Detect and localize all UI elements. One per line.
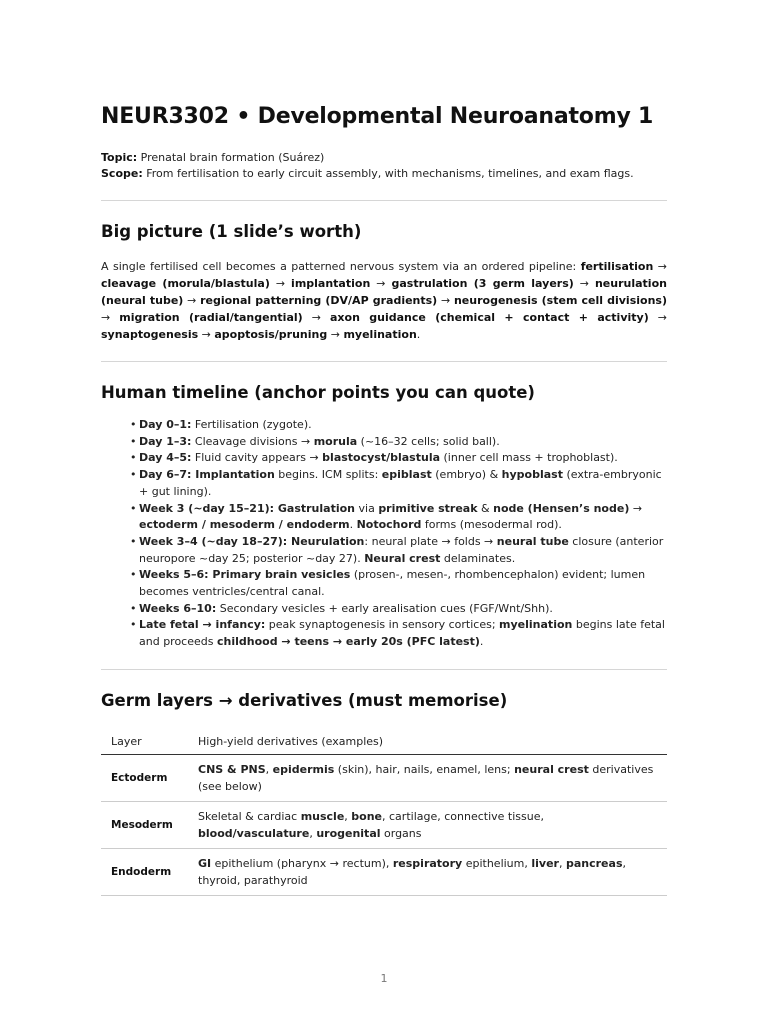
timeline-item-emphasis: Day 0–1:: [139, 418, 192, 431]
timeline-item-text: via: [355, 501, 379, 515]
timeline-item-emphasis: childhood → teens → early 20s (PFC latest): [216, 635, 480, 649]
timeline-item-text: begins. ICM splits:: [274, 468, 382, 482]
derivative-text: (skin), hair, nails, enamel, lens;: [334, 763, 515, 776]
timeline-item-text: Secondary vesicles + early arealisation cues (FGF/Wnt/Shh).: [216, 601, 553, 615]
timeline-item-text: Cleavage divisions →: [191, 434, 314, 448]
list-item: [130, 434, 670, 451]
pipeline-step: apoptosis/pruning: [214, 328, 328, 341]
list-item: [130, 417, 670, 434]
page-number: 1: [380, 972, 388, 985]
timeline-item-emphasis: blastocyst/blastula: [322, 451, 441, 465]
timeline-item-text: peak synaptogenesis in sensory cortices;: [265, 618, 500, 632]
arrow-separator: →: [648, 311, 667, 324]
derivative-emphasis: urogenital: [316, 827, 381, 840]
divider: [101, 200, 667, 201]
derivatives-cell: [188, 849, 667, 896]
list-item: [130, 567, 670, 600]
timeline-item-emphasis: Day 4–5:: [139, 451, 192, 465]
derivative-text: , thyroid, parathyroid: [198, 857, 626, 887]
pipeline-step: cleavage (morula/blastula): [101, 277, 270, 290]
timeline-item-emphasis: Week 3 (~day 15–21): Gastrulation: [139, 501, 355, 515]
timeline-item-emphasis: Neural crest: [364, 551, 441, 565]
column-header-layer: Layer: [101, 729, 188, 755]
list-item: [130, 501, 670, 534]
pipeline-step: implantation: [291, 277, 371, 290]
timeline-item-text: →: [629, 501, 643, 515]
table-row: [101, 849, 667, 896]
derivative-text: , cartilage, connective tissue,: [382, 810, 544, 823]
timeline-item-text: delaminates.: [440, 551, 516, 565]
pipeline-step: regional patterning (DV/AP gradients): [200, 294, 438, 307]
section-heading-germ-layers: Germ layers → derivatives (must memorise): [101, 691, 508, 710]
derivative-emphasis: muscle: [300, 810, 345, 823]
page-title: NEUR3302 • Developmental Neuroanatomy 1: [101, 104, 654, 129]
layer-cell: Mesoderm: [101, 802, 188, 849]
derivative-emphasis: bone: [351, 810, 383, 823]
big-picture-intro: A single fertilised cell becomes a patterned nervous system via an ordered pipeline:: [101, 260, 581, 273]
derivative-emphasis: CNS & PNS: [198, 763, 266, 776]
timeline-item-emphasis: neural tube: [496, 534, 569, 548]
derivative-emphasis: blood/vasculature: [198, 827, 310, 840]
arrow-separator: →: [653, 260, 667, 273]
layer-cell: Endoderm: [101, 849, 188, 896]
timeline-item-emphasis: Day 6–7: Implantation: [139, 468, 275, 482]
arrow-separator: →: [370, 277, 392, 290]
timeline-item-text: (prosen-, mesen-, rhombencephalon) evident; lumen becomes ventricles/central canal.: [139, 568, 646, 599]
timeline-item-text: (~16–32 cells; solid ball).: [357, 434, 500, 448]
timeline-item-emphasis: Notochord: [356, 518, 422, 532]
derivative-text: epithelium (pharynx → rectum),: [211, 857, 393, 870]
derivative-text: Skeletal & cardiac: [198, 810, 301, 823]
timeline-item-emphasis: epiblast: [381, 468, 432, 482]
pipeline-step: gastrulation (3 germ layers): [391, 277, 574, 290]
derivative-text: ,: [344, 810, 352, 823]
list-item: [130, 450, 670, 467]
big-picture-paragraph: [101, 258, 667, 343]
timeline-item-text: Fertilisation (zygote).: [191, 418, 312, 431]
timeline-item-emphasis: hypoblast: [501, 468, 563, 482]
timeline-item-text: (extra-embryonic + gut lining).: [139, 468, 662, 498]
derivative-text: ,: [265, 763, 273, 776]
derivatives-cell: [188, 802, 667, 849]
topic-line: [101, 150, 634, 166]
divider: [101, 669, 667, 670]
pipeline-step: axon guidance (chemical + contact + activity): [330, 311, 649, 324]
section-heading-timeline: Human timeline (anchor points you can quote): [101, 383, 535, 402]
timeline-item-emphasis: Week 3–4 (~day 18–27): Neurulation: [139, 534, 365, 548]
list-item: [130, 467, 670, 500]
timeline-item-text: (embryo) &: [431, 468, 502, 482]
timeline-item-text: begins late fetal and proceeds: [139, 618, 665, 649]
scope-label: Scope:: [101, 167, 143, 180]
derivative-emphasis: GI: [198, 857, 212, 870]
derivative-text: ,: [309, 827, 317, 840]
timeline-item-emphasis: Weeks 5–6: Primary brain vesicles: [139, 568, 351, 582]
derivative-text: epithelium,: [462, 857, 532, 870]
timeline-item-emphasis: morula: [313, 434, 358, 448]
derivative-emphasis: pancreas: [565, 857, 623, 870]
timeline-item-text: &: [477, 501, 494, 515]
timeline-item-emphasis: primitive streak: [378, 501, 478, 515]
pipeline-step: neurulation (neural tube): [101, 277, 667, 307]
arrow-separator: →: [302, 311, 330, 324]
derivative-emphasis: respiratory: [392, 857, 463, 870]
timeline-item-text: .: [479, 635, 484, 649]
timeline-item-text: Fluid cavity appears →: [191, 451, 323, 465]
derivative-emphasis: liver: [531, 857, 559, 870]
derivative-emphasis: neural crest: [514, 763, 589, 776]
pipeline-step: myelination: [343, 328, 417, 341]
timeline-item-text: (inner cell mass + trophoblast).: [440, 451, 618, 465]
timeline-item-emphasis: ectoderm / mesoderm / endoderm: [139, 518, 350, 532]
arrow-separator: →: [437, 294, 454, 307]
timeline-item-emphasis: Weeks 6–10:: [139, 601, 217, 615]
scope-value: From fertilisation to early circuit assembly, with mechanisms, timelines, and exam flags.: [146, 167, 634, 180]
course-meta: [101, 150, 634, 182]
scope-line: [101, 166, 634, 182]
list-item: [130, 601, 670, 618]
arrow-separator: →: [269, 277, 292, 290]
derivative-text: organs: [380, 827, 422, 840]
timeline-item-emphasis: Late fetal → infancy:: [139, 618, 266, 632]
timeline-item-emphasis: node (Hensen’s node): [493, 501, 630, 515]
sentence-end: .: [416, 328, 421, 341]
table-row: [101, 755, 667, 802]
timeline-item-text: forms (mesodermal rod).: [421, 518, 562, 532]
topic-value: Prenatal brain formation (Suárez): [140, 151, 325, 164]
timeline-item-text: : neural plate → folds →: [364, 534, 497, 548]
topic-label: Topic:: [101, 151, 138, 164]
derivative-emphasis: epidermis: [272, 763, 335, 776]
section-heading-big-picture: Big picture (1 slide’s worth): [101, 222, 362, 241]
arrow-separator: →: [183, 294, 201, 307]
derivatives-cell: [188, 755, 667, 802]
divider: [101, 361, 667, 362]
timeline-item-emphasis: Day 1–3:: [139, 434, 192, 448]
timeline-item-text: closure (anterior neuropore ~day 25; posterior ~day 27).: [139, 534, 664, 565]
list-item: [130, 617, 670, 650]
pipeline-step: neurogenesis (stem cell divisions): [453, 294, 667, 307]
germ-layers-table: [101, 729, 667, 896]
pipeline-step: synaptogenesis: [101, 328, 199, 341]
arrow-separator: →: [327, 328, 344, 341]
table-header-row: [101, 729, 667, 755]
column-header-derivatives: High-yield derivatives (examples): [188, 729, 667, 755]
arrow-separator: →: [198, 328, 215, 341]
layer-cell: Ectoderm: [101, 755, 188, 802]
germ-layers-table-body: [101, 755, 667, 896]
pipeline-step: migration (radial/tangential): [119, 311, 303, 324]
timeline-list: [130, 417, 670, 651]
derivative-text: ,: [558, 857, 566, 870]
derivative-text: derivatives (see below): [198, 763, 654, 793]
arrow-separator: →: [573, 277, 595, 290]
table-row: [101, 802, 667, 849]
list-item: [130, 534, 670, 567]
arrow-separator: →: [101, 311, 120, 324]
timeline-item-emphasis: myelination: [499, 618, 573, 632]
pipeline-step: fertilisation: [580, 260, 654, 273]
timeline-item-text: .: [349, 518, 357, 532]
